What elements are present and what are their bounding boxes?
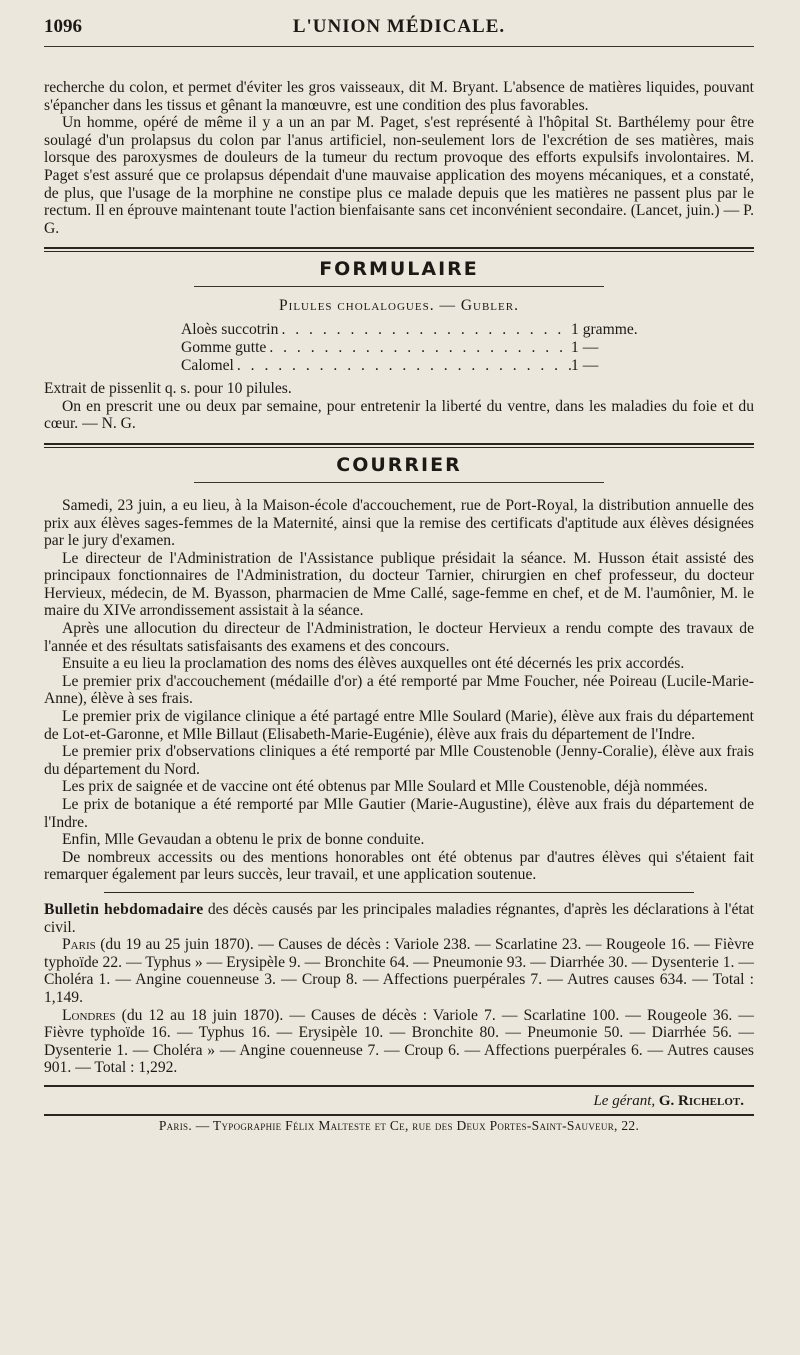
courrier-paragraph: Les prix de saignée et de vaccine ont été obtenus par Mlle Soulard et Mlle Coustenoble, déjà nommées. [62,778,708,796]
leader-dots [278,321,571,339]
courrier-paragraph: Le directeur de l'Administration de l'Assistance publique présidait la séance. M. Husson était assisté des principaux fonctionnaires de l'Administration, du docteur Tarnier, chirurgien en chef professeur, du docteur Hervieux, médecin, de M. Byasson, pharmacien de Mme Callé, sage-femme en chef, et de M. l'aumônier, M. le maire du XIVe arrondissement assistait à la séance. [44,549,754,620]
leader-dots [234,357,571,375]
city-name: Londres [62,1006,116,1024]
courrier-paragraph: Enfin, Mlle Gevaudan a obtenu le prix de bonne conduite. [62,831,425,849]
bulletin-londres-text: (du 12 au 18 juin 1870). — Causes de décès : Variole 7. — Scarlatine 100. — Rougeole 36. — Fièvre typhoïde 16. — Typhus 16. — Erysipèle 10. — Bronchite 80. — Pneumonie 50. — Diarrhée 56. — Dysenterie 1. — Choléra » — Angine couenneuse 7. — Croup 6. — Affections puerpérales 6. — Autres causes 901. — Total : 1,292. [44,1006,754,1077]
ingredient-name: Gomme gutte [181,338,267,356]
courrier-body [44,497,754,884]
heading-underline [194,286,604,287]
ingredient-name: Aloès succotrin [181,321,279,339]
printer-imprint: Paris. — Typographie Félix Malteste et Ce, rue des Deux Portes-Saint-Sauveur, 22. [158,1117,640,1133]
recipe-ingredients [181,321,641,374]
recipe-extract: Extrait de pissenlit q. s. pour 10 pilules. [44,380,292,398]
courrier-paragraph: De nombreux accessits ou des mentions honorables ont été obtenus par d'autres élèves qui s'étaient fait remarquer également par leurs succès, leur travail, et une application soutenue. [44,848,754,884]
footer-divider [44,1114,754,1116]
footer-divider [44,1085,754,1087]
heading-underline [194,482,604,483]
section-divider [44,443,754,448]
courrier-paragraph: Le premier prix de vigilance clinique a été partagé entre Mlle Soulard (Marie), élève aux frais du département de Lot-et-Garonne, et Mlle Billaut (Elisabeth-Marie-Eugénie), élève aux frais du département de l'Indre. [44,708,754,743]
ingredient-name: Calomel [181,356,234,374]
page-number: 1096 [44,16,82,37]
intro-paragraph: Un homme, opéré de même il y a un an par M. Paget, s'est représenté à l'hôpital St. Barthélemy pour être soulagé d'un prolapsus du colon par l'anus artificiel, non-seulement lors de l'excrétion de ses matières, mais lorsque des paroxysmes de douleurs de la tumeur du rectum provoque des efforts expulsifs involontaires. M. Paget s'est assuré que ce prolapsus dépendait d'une mauvaise application des moyens mécaniques, et a constaté, de plus, que l'usage de la morphine ne constipe plus ce malade depuis que les matières ne passent plus par le rectum. Il en éprouve maintenant toute l'action bienfaisante sans cet inconvénient secondaire. (Lancet, juin.) — P. G. [44,114,754,237]
bulletin-intro [44,901,754,936]
recipe-usage: On en prescrit une ou deux par semaine, pour entretenir la liberté du ventre, dans les maladies du foie et du cœur. — N. G. [44,397,754,433]
bulletin-paris [44,936,754,1006]
recipe-title: Pilules cholalogues. — Gubler. [279,297,519,315]
running-header [44,16,754,47]
courrier-paragraph: Le prix de botanique a été remporté par Mlle Gautier (Marie-Augustine), élève aux frais du département de l'Indre. [44,796,754,831]
signature-label: Le gérant, [593,1092,656,1109]
bulletin-intro-text: des décès causés par les principales maladies régnantes, d'après les déclarations à l'état civil. [44,900,754,936]
signature-name: G. Richelot. [658,1092,744,1109]
journal-title: L'UNION MÉDICALE. [292,16,506,37]
courrier-heading: COURRIER [336,453,462,476]
ingredient-quantity: 1 — [571,338,599,356]
bulletin-londres [44,1007,754,1077]
section-divider [104,892,694,893]
ingredient-row [181,321,641,339]
ingredient-row [181,357,641,375]
courrier-paragraph: Ensuite a eu lieu la proclamation des noms des élèves auxquelles ont été décernés les prix accordés. [62,655,685,673]
city-name: Paris [62,936,96,954]
ingredient-quantity: 1 gramme. [571,321,638,339]
courrier-paragraph: Le premier prix d'accouchement (médaille d'or) a été remporté par Mme Foucher, née Poireau (Lucile-Marie-Anne), élève à ses frais. [44,672,754,708]
leader-dots [266,339,571,357]
section-divider [44,247,754,252]
ingredient-quantity: 1 — [571,356,599,374]
formulaire-heading: FORMULAIRE [319,258,479,281]
courrier-paragraph: Le premier prix d'observations cliniques a été remporté par Mlle Coustenoble (Jenny-Coralie), élève aux frais du département du Nord. [44,743,754,778]
manager-signature [44,1093,754,1110]
courrier-paragraph: Après une allocution du directeur de l'Administration, le docteur Hervieux a rendu compte des travaux de l'année et des résultats satisfaisants des examens et des concours. [44,620,754,655]
intro-paragraph: recherche du colon, et permet d'éviter les gros vaisseaux, dit M. Bryant. L'absence de matières liquides, pouvant s'épancher dans les tissus et gênant la manœuvre, est une condition des plus favorables. [44,79,754,114]
bulletin-paris-text: (du 19 au 25 juin 1870). — Causes de décès : Variole 238. — Scarlatine 23. — Rougeole 16. — Fièvre typhoïde 22. — Typhus » — Erysipèle 9. — Bronchite 64. — Pneumonie 93. — Diarrhée 30. — Dysenterie 1. — Choléra 1. — Angine couenneuse 3. — Croup 8. — Affections puerpérales 7. — Autres causes 634. — Total : 1,149. [44,936,754,1006]
ingredient-row [181,339,641,357]
bulletin-heading: Bulletin hebdomadaire [44,900,204,918]
courrier-paragraph: Samedi, 23 juin, a eu lieu, à la Maison-école d'accouchement, rue de Port-Royal, la distribution annuelle des prix aux élèves sages-femmes de la Maternité, ainsi que la remise des certificats d'aptitude aux élèves désignées par le jury d'examen. [44,496,754,550]
